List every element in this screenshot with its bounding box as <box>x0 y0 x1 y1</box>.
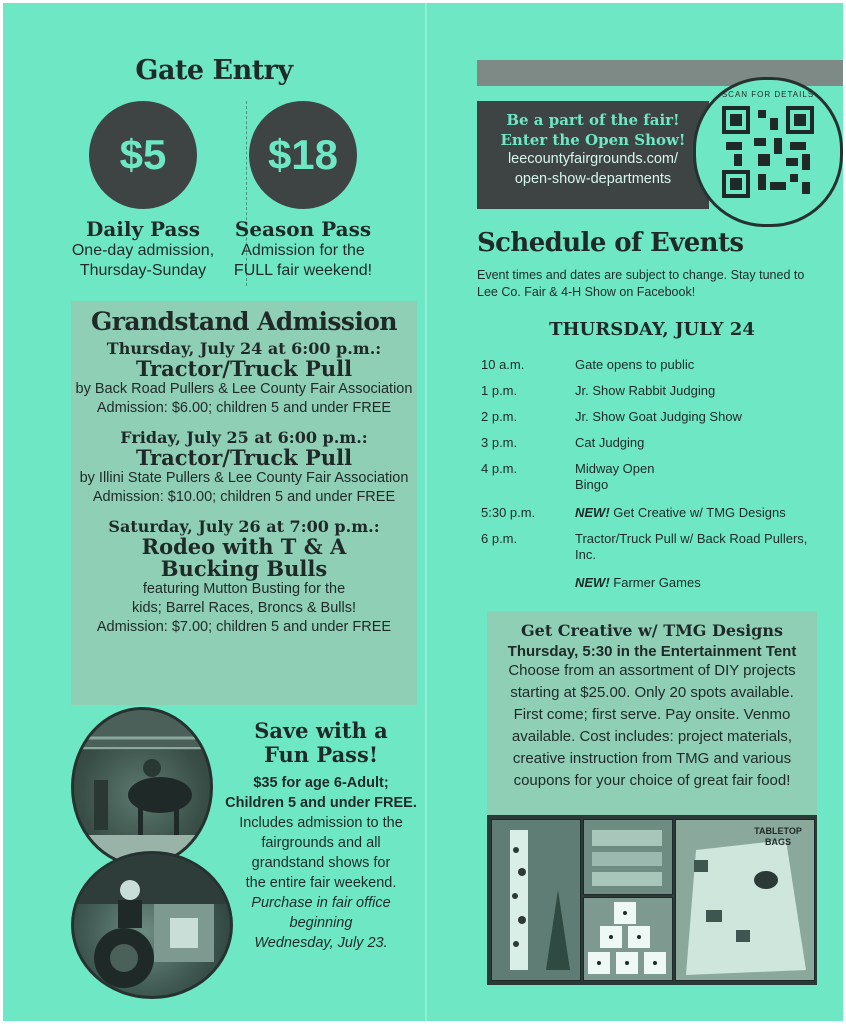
tmg-subtitle: Thursday, 5:30 in the Entertainment Tent <box>507 643 797 660</box>
tmg-line: starting at $25.00. Only 20 spots available. <box>510 684 794 701</box>
event-by: by Illini State Pullers & Lee County Fair Association <box>79 470 409 486</box>
tmg-line: coupons for your choice of great fair food! <box>513 772 791 789</box>
schedule-row <box>481 505 831 531</box>
qr-badge <box>693 77 843 227</box>
tmg-line: available. Cost includes: project materials, <box>511 728 793 745</box>
schedule-event-wrap <box>575 505 831 521</box>
event-date: Friday, July 25 at 6:00 p.m.: <box>120 428 368 447</box>
season-price-badge: $18 <box>249 101 357 209</box>
daily-pass-name: Daily Pass <box>85 217 201 241</box>
fun-pass-line: Includes admission to the <box>239 815 403 831</box>
event-admission: Admission: $10.00; children 5 and under FREE <box>92 489 396 505</box>
fold-line <box>425 3 427 1021</box>
schedule-row <box>481 531 831 575</box>
event-admission: Admission: $7.00; children 5 and under FREE <box>96 619 392 635</box>
schedule-row <box>481 575 831 601</box>
tabletop-bags-sign: TABLETOP BAGS <box>754 826 802 847</box>
fun-pass-line: fairgrounds and all <box>261 835 381 851</box>
new-badge: NEW! <box>575 505 610 520</box>
dice-photo <box>583 897 673 981</box>
fun-pass-title-2: Fun Pass! <box>263 742 379 767</box>
cornhole-board-photo <box>675 819 815 981</box>
schedule-event: Farmer Games <box>613 575 701 590</box>
schedule-event: Jr. Show Goat Judging Show <box>575 409 742 424</box>
tmg-title: Get Creative w/ TMG Designs <box>520 621 784 640</box>
tmg-line: First come; first serve. Pay onsite. Venmo <box>513 706 791 723</box>
daily-pass-desc-2: Thursday-Sunday <box>79 262 207 279</box>
schedule-event: Gate opens to public <box>575 357 695 372</box>
event-by: by Back Road Pullers & Lee County Fair Association <box>75 381 413 397</box>
schedule-list <box>481 357 831 601</box>
schedule-time: 10 a.m. <box>481 357 525 372</box>
season-pass-desc-1: Admission for the <box>241 242 365 259</box>
event-by: featuring Mutton Busting for the <box>142 581 346 597</box>
schedule-time: 2 p.m. <box>481 409 518 424</box>
rodeo-photo <box>71 707 213 867</box>
grandstand-title: Grandstand Admission <box>91 307 397 336</box>
season-pass-name: Season Pass <box>234 217 372 241</box>
schedule-day: THURSDAY, JULY 24 <box>549 319 755 340</box>
open-show-line-1: Be a part of the fair! <box>506 111 680 129</box>
daily-pass-desc-1: One-day admission, <box>71 242 215 259</box>
event-admission: Admission: $6.00; children 5 and under FREE <box>96 400 392 416</box>
schedule-title: Schedule of Events <box>477 228 744 258</box>
fun-pass-purchase: Purchase in fair office <box>251 895 391 911</box>
schedule-time: 5:30 p.m. <box>481 505 536 520</box>
event-date: Thursday, July 24 at 6:00 p.m.: <box>106 339 382 358</box>
gate-entry-title: Gate Entry <box>135 55 293 86</box>
open-show-url-1[interactable]: leecountyfairgrounds.com/ <box>507 151 679 167</box>
open-show-line-2: Enter the Open Show! <box>500 131 686 149</box>
schedule-event: Inc. <box>575 547 596 562</box>
schedule-event: Tractor/Truck Pull w/ Back Road Pullers, <box>575 531 808 546</box>
fun-pass-price-2: Children 5 and under FREE. <box>225 795 417 811</box>
tmg-line: creative instruction from TMG and various <box>512 750 792 767</box>
tmg-line: Choose from an assortment of DIY projects <box>508 662 796 679</box>
event-name: Rodeo with T & A <box>141 534 347 559</box>
open-show-box <box>477 101 709 209</box>
fun-pass-price-1: $35 for age 6-Adult; <box>253 775 389 791</box>
schedule-time: 6 p.m. <box>481 531 518 546</box>
schedule-event: Midway Open <box>575 461 655 476</box>
schedule-event: Bingo <box>575 477 609 492</box>
fun-pass-title <box>223 719 419 767</box>
wood-signs-photo <box>583 819 673 895</box>
schedule-time: 3 p.m. <box>481 435 518 450</box>
schedule-note: Event times and dates are subject to change. Stay tuned to Lee Co. Fair & 4-H Show on Facebook! <box>477 268 805 299</box>
qr-label: SCAN FOR DETAILS <box>721 90 815 99</box>
event-name: Tractor/Truck Pull <box>135 445 353 470</box>
open-show-url-2[interactable]: open-show-departments <box>514 171 672 187</box>
giraffe-sign-photo <box>491 819 581 981</box>
fun-pass-details <box>223 773 419 953</box>
new-badge: NEW! <box>575 575 610 590</box>
grandstand-box <box>71 301 417 705</box>
fun-pass-line: grandstand shows for <box>251 855 391 871</box>
season-pass-desc-2: FULL fair weekend! <box>233 262 373 279</box>
season-pass <box>203 101 403 281</box>
schedule-row <box>481 461 831 505</box>
schedule-event: Get Creative w/ TMG Designs <box>613 505 786 520</box>
schedule-event-wrap <box>575 575 831 591</box>
schedule-row <box>481 435 831 461</box>
fun-pass-line: the entire fair weekend. <box>245 875 397 891</box>
event-name: Bucking Bulls <box>160 556 328 581</box>
event-date: Saturday, July 26 at 7:00 p.m.: <box>108 517 380 536</box>
daily-price-badge: $5 <box>89 101 197 209</box>
schedule-time: 4 p.m. <box>481 461 518 476</box>
event-name: Tractor/Truck Pull <box>135 356 353 381</box>
fun-pass-title-1: Save with a <box>254 718 388 743</box>
schedule-row <box>481 383 831 409</box>
qr-code-icon[interactable] <box>722 106 814 198</box>
diy-projects-photo <box>487 815 817 985</box>
flyer-page <box>3 3 843 1021</box>
schedule-row <box>481 409 831 435</box>
tmg-box <box>487 611 817 985</box>
schedule-time: 1 p.m. <box>481 383 518 398</box>
schedule-event: Cat Judging <box>575 435 645 450</box>
tractor-pull-photo <box>71 851 233 999</box>
schedule-row <box>481 357 831 383</box>
schedule-event: Jr. Show Rabbit Judging <box>575 383 716 398</box>
event-by: kids; Barrel Races, Broncs & Bulls! <box>131 600 357 616</box>
fun-pass-purchase: beginning <box>289 915 353 931</box>
fun-pass-purchase: Wednesday, July 23. <box>254 935 388 951</box>
